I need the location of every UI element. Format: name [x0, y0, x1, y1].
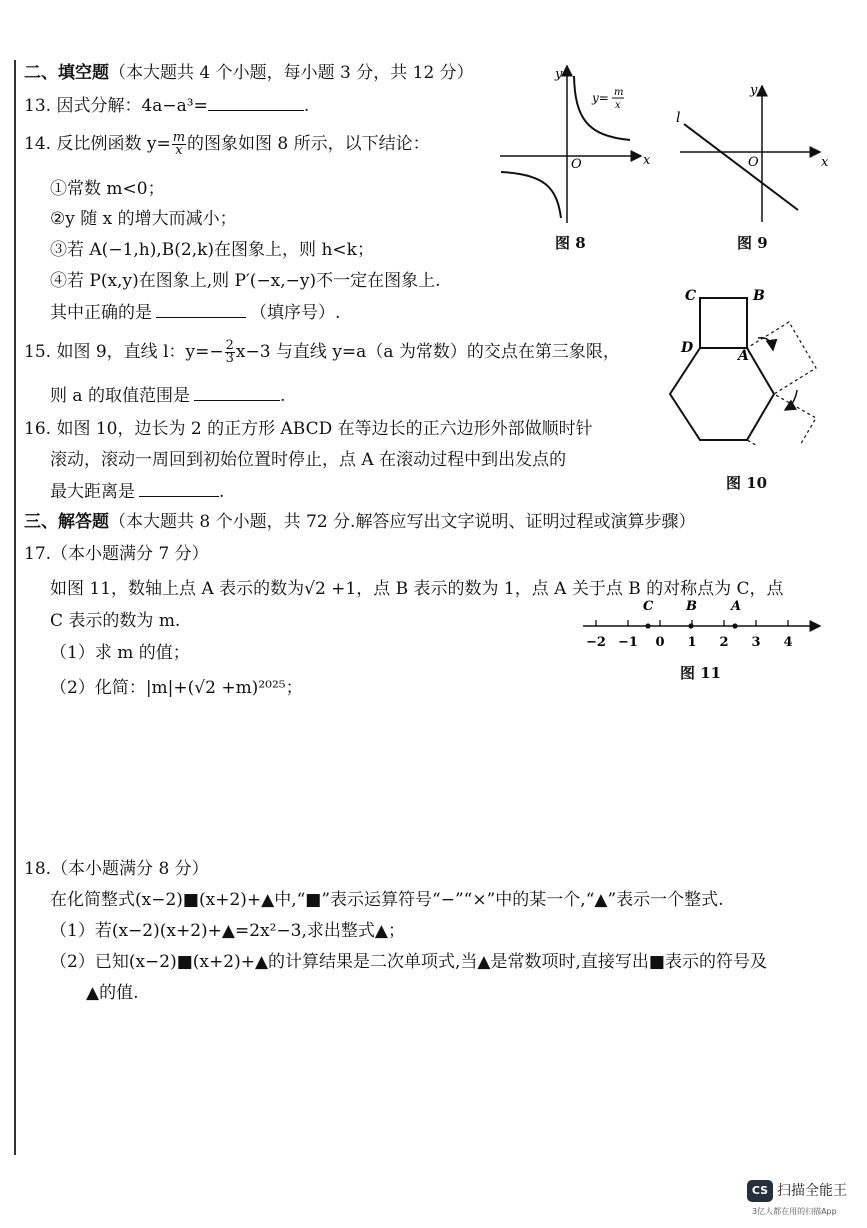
fig8-origin: O [571, 157, 582, 172]
q18-part2a: （2）已知(x−2)■(x+2)+▲的计算结果是二次单项式,当▲是常数项时,直接写出■表示的符号及 [50, 952, 767, 972]
q16-answer-blank[interactable] [139, 480, 219, 497]
question-13 [24, 94, 309, 117]
section3-note: （本大题共 8 个小题，共 72 分.解答应写出文字说明、证明过程或演算步骤） [109, 512, 696, 532]
fig10-label-a: A [738, 348, 749, 364]
fig9-y-label: y [750, 83, 758, 98]
q13-answer-blank[interactable] [208, 94, 304, 111]
q14-ask-end: （填序号）. [250, 303, 341, 323]
q15-frac-num: 2 [225, 338, 234, 353]
q15-answer-blank[interactable] [194, 384, 280, 401]
figure-9-graph [672, 80, 832, 230]
section2-heading [24, 62, 474, 84]
q16-line2: 滚动，滚动一周回到初始位置时停止，点 A 在滚动过程中到出发点的 [50, 450, 567, 470]
q14-frac-num: m [172, 130, 186, 145]
fig11-tick-label: 1 [687, 635, 697, 650]
fig11-point-c [645, 623, 650, 628]
q14-fraction [172, 132, 186, 157]
q14-answer-blank[interactable] [156, 301, 246, 318]
fig10-rolled-square-1 [747, 322, 816, 394]
q15-tail: x−3 与直线 y=a（a 为常数）的交点在第三象限， [235, 342, 620, 362]
question-15 [24, 340, 620, 365]
fig11-label-b: B [686, 599, 697, 614]
fig9-origin: O [748, 155, 759, 170]
fig11-caption: 图 11 [680, 664, 722, 682]
q14-choice-1: ①常数 m<0； [50, 179, 165, 199]
q17-part2: （2）化简：|m|+(√2 +m)²⁰²⁵； [50, 678, 303, 698]
fig9-x-label: x [821, 155, 829, 170]
fig8-caption: 图 8 [555, 234, 586, 252]
figure-11-number-line [578, 596, 828, 656]
fig8-eq-den: x [615, 100, 621, 111]
fig11-label-a: A [731, 599, 742, 614]
q14-tail: 的图象如图 8 所示，以下结论： [187, 134, 430, 154]
q15-fraction [225, 340, 235, 365]
fig11-point-a [732, 623, 737, 628]
q18-line1: 在化简整式(x−2)■(x+2)+▲中,“■”表示运算符号“−”“×”中的某一个,“▲”表示一个整式. [50, 890, 724, 910]
fig10-rolled-square-2 [747, 394, 816, 445]
q18-title: 18.（本小题满分 8 分） [24, 859, 209, 879]
q15-lead: 15. 如图 9，直线 l：y=− [24, 342, 224, 362]
q16-line1: 16. 如图 10，边长为 2 的正方形 ABCD 在等边长的正六边形外部做顺时针 [24, 419, 593, 439]
fig9-line-label: l [676, 110, 681, 126]
fig11-tick-label: −2 [586, 635, 606, 650]
q14-choice-2: ②y 随 x 的增大而减小； [50, 209, 237, 229]
fig11-tick-label: 4 [783, 635, 793, 650]
q14-frac-den: x [175, 143, 183, 158]
fig9-line-l [684, 124, 798, 210]
q17-part1: （1）求 m 的值； [50, 643, 190, 663]
fig11-label-c: C [643, 599, 654, 614]
fig8-x-label: x [643, 153, 651, 168]
q17-title: 17.（本小题满分 7 分） [24, 544, 209, 564]
figure-8-graph [495, 58, 655, 233]
fig10-hexagon [670, 348, 774, 440]
scanner-logo-icon: CS [747, 1180, 773, 1202]
fig11-tick-label: −1 [618, 635, 638, 650]
scanner-app-slogan: 3亿人都在用的扫描App [752, 1207, 837, 1216]
scanner-app-name: 扫描全能王 [777, 1183, 847, 1199]
fig11-tick-label: 0 [655, 635, 665, 650]
q15-end: . [279, 386, 286, 406]
section3-title: 三、解答题 [24, 512, 109, 532]
fig10-rotation-arrow-2 [785, 390, 797, 410]
q15-frac-den: 3 [225, 351, 234, 366]
fig10-label-b: B [753, 288, 765, 304]
question-14 [24, 132, 430, 157]
q17-line2: C 表示的数为 m. [50, 611, 181, 631]
section2-title: 二、填空题 [24, 63, 109, 83]
q13-end: . [303, 96, 310, 116]
q13-text: 13. 因式分解：4a−a³= [24, 96, 208, 116]
fig10-rotation-arrow-1 [758, 338, 773, 350]
fig10-label-d: D [681, 340, 694, 356]
fig8-curve-upper [574, 76, 630, 140]
fig8-eq-num: m [614, 87, 624, 98]
fig11-point-b [688, 623, 693, 628]
q16-end: . [219, 482, 225, 502]
q14-lead: 14. 反比例函数 y= [24, 134, 171, 154]
q14-choice-4: ④若 P(x,y)在图象上,则 P′(−x,−y)不一定在图象上. [50, 271, 441, 291]
fig8-eq-lead: y= [592, 91, 609, 105]
q14-ask-text: 其中正确的是 [50, 303, 152, 323]
q15-line2-text: 则 a 的取值范围是 [50, 386, 190, 406]
fig10-caption: 图 10 [726, 474, 768, 492]
fig9-caption: 图 9 [737, 234, 768, 252]
figure-10-diagram [665, 280, 840, 445]
left-margin-rule [14, 60, 16, 1155]
fig10-label-c: C [685, 288, 697, 304]
fig11-tick-label: 2 [719, 635, 729, 650]
fig8-curve-lower [501, 172, 561, 218]
fig10-square [700, 298, 747, 348]
q14-ask [50, 301, 340, 324]
q18-part1: （1）若(x−2)(x+2)+▲=2x²−3,求出整式▲； [50, 921, 405, 941]
q18-part2b: ▲的值. [86, 983, 139, 1003]
q16-line3-text: 最大距离是 [50, 482, 135, 502]
q16-line3 [50, 480, 224, 503]
fig8-y-label: y [555, 67, 563, 82]
q15-line2 [50, 384, 285, 407]
section2-note: （本大题共 4 个小题，每小题 3 分，共 12 分） [109, 63, 474, 83]
section3-heading [24, 511, 695, 533]
q17-line1: 如图 11，数轴上点 A 表示的数为√2 +1，点 B 表示的数为 1，点 A 关于点 B 的对称点为 C，点 [50, 579, 784, 599]
q14-choice-3: ③若 A(−1,h),B(2,k)在图象上，则 h<k； [50, 240, 374, 260]
fig11-tick-label: 3 [751, 635, 761, 650]
